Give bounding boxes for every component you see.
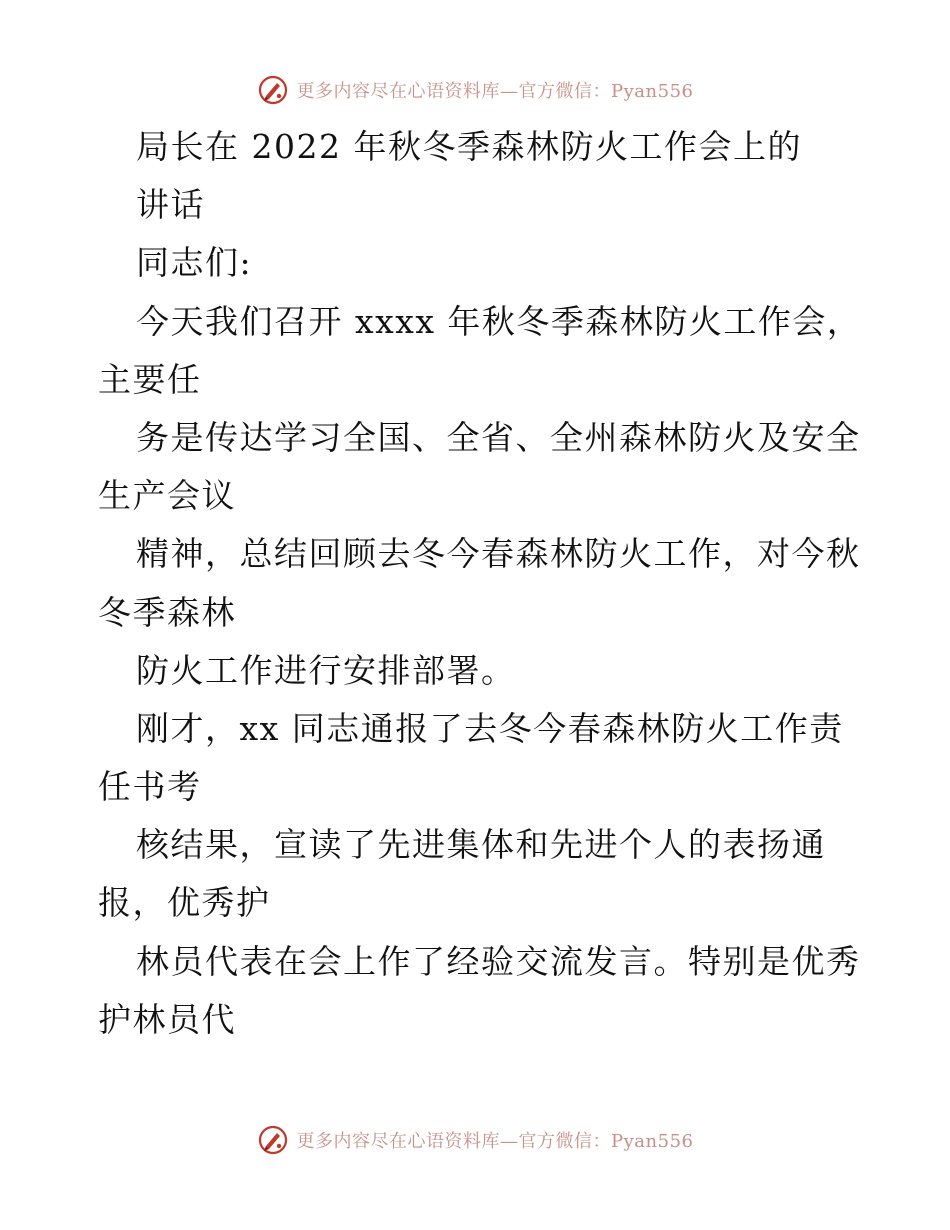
document-line: 同志们: [136,243,253,283]
document-line: 主要任 [98,359,202,399]
document-line: 冬季森林 [98,592,236,632]
document-line: 局长在 2022 年秋冬季森林防火工作会上的 [136,127,802,166]
pen-logo-icon [257,74,289,106]
document-line: 防火工作进行安排部署。 [136,650,516,690]
header-banner-text: 更多内容尽在心语资料库—官方微信：Pyan556 [296,81,694,102]
document-body [98,118,862,1049]
document-line: 精神，总结回顾去冬今春森林防火工作，对今秋 [136,534,861,574]
document-line: 林员代表在会上作了经验交流发言。特别是优秀 [136,941,861,981]
header-banner [0,70,950,110]
footer-banner [0,1120,950,1160]
document-line: 今天我们召开 xxxx 年秋冬季森林防火工作会， [136,301,862,341]
document-line: 务是传达学习全国、全省、全州森林防火及安全 [136,417,861,457]
document-line: 刚才，xx 同志通报了去冬今春森林防火工作责 [136,708,844,748]
document-line: 讲话 [136,185,205,225]
document-line: 报，优秀护 [98,883,271,923]
document-line: 生产会议 [98,476,236,516]
document-line: 护林员代 [98,999,236,1039]
document-line: 任书考 [98,767,202,807]
footer-banner-text: 更多内容尽在心语资料库—官方微信：Pyan556 [296,1131,694,1152]
pen-logo-icon [257,1124,289,1156]
document-line: 核结果，宣读了先进集体和先进个人的表扬通 [136,825,826,865]
